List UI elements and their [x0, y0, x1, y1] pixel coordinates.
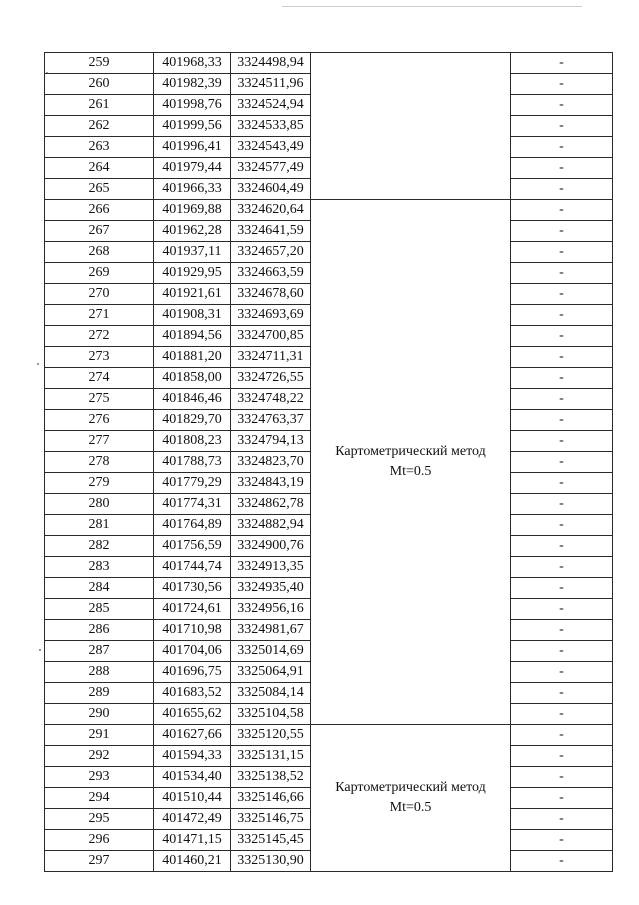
coordinate-x: 401779,29 — [154, 473, 231, 494]
coordinate-y: 3325104,58 — [231, 704, 311, 725]
coordinate-y: 3325120,55 — [231, 725, 311, 746]
accuracy-value: - — [511, 431, 613, 452]
coordinate-y: 3325064,91 — [231, 662, 311, 683]
method-name: Картометрический метод — [335, 780, 486, 795]
coordinate-x: 401724,61 — [154, 599, 231, 620]
accuracy-value: - — [511, 578, 613, 599]
point-number: 276 — [45, 410, 154, 431]
coordinate-x: 401774,31 — [154, 494, 231, 515]
point-number: 265 — [45, 179, 154, 200]
coordinate-x: 401979,44 — [154, 158, 231, 179]
point-number: 285 — [45, 599, 154, 620]
coordinate-y: 3324543,49 — [231, 137, 311, 158]
point-number: 291 — [45, 725, 154, 746]
accuracy-value: - — [511, 200, 613, 221]
coordinate-x: 401730,56 — [154, 578, 231, 599]
accuracy-value: - — [511, 389, 613, 410]
coordinate-x: 401894,56 — [154, 326, 231, 347]
point-number: 272 — [45, 326, 154, 347]
accuracy-value: - — [511, 830, 613, 851]
accuracy-value: - — [511, 347, 613, 368]
accuracy-value: - — [511, 557, 613, 578]
coordinate-y: 3324882,94 — [231, 515, 311, 536]
accuracy-value: - — [511, 599, 613, 620]
coordinate-x: 401756,59 — [154, 536, 231, 557]
coordinate-y: 3324726,55 — [231, 368, 311, 389]
coordinate-x: 401627,66 — [154, 725, 231, 746]
accuracy-value: - — [511, 305, 613, 326]
coordinate-x: 401996,41 — [154, 137, 231, 158]
point-number: 268 — [45, 242, 154, 263]
accuracy-value: - — [511, 809, 613, 830]
coordinate-y: 3324620,64 — [231, 200, 311, 221]
coordinate-x: 401510,44 — [154, 788, 231, 809]
coordinate-x: 401683,52 — [154, 683, 231, 704]
coordinate-x: 401594,33 — [154, 746, 231, 767]
coordinates-table-body — [45, 53, 613, 872]
accuracy-value: - — [511, 158, 613, 179]
coordinate-y: 3324663,59 — [231, 263, 311, 284]
scan-dot — [37, 363, 39, 365]
coordinate-x: 401808,23 — [154, 431, 231, 452]
coordinate-y: 3324604,49 — [231, 179, 311, 200]
coordinate-y: 3324657,20 — [231, 242, 311, 263]
coordinate-y: 3324533,85 — [231, 116, 311, 137]
point-number: 296 — [45, 830, 154, 851]
coordinate-x: 401744,74 — [154, 557, 231, 578]
accuracy-value: - — [511, 851, 613, 872]
accuracy-value: - — [511, 242, 613, 263]
coordinates-table — [44, 52, 613, 872]
coordinate-y: 3324981,67 — [231, 620, 311, 641]
coordinate-x: 401710,98 — [154, 620, 231, 641]
point-number: 260 — [45, 74, 154, 95]
accuracy-value: - — [511, 788, 613, 809]
accuracy-value: - — [511, 368, 613, 389]
coordinate-y: 3324794,13 — [231, 431, 311, 452]
accuracy-value: - — [511, 74, 613, 95]
accuracy-value: - — [511, 620, 613, 641]
coordinate-y: 3324524,94 — [231, 95, 311, 116]
point-number: 277 — [45, 431, 154, 452]
coordinate-x: 401788,73 — [154, 452, 231, 473]
point-number: 280 — [45, 494, 154, 515]
point-number: 279 — [45, 473, 154, 494]
table-row — [45, 53, 613, 74]
point-number: 288 — [45, 662, 154, 683]
accuracy-value: - — [511, 221, 613, 242]
coordinate-y: 3324763,37 — [231, 410, 311, 431]
coordinate-x: 401999,56 — [154, 116, 231, 137]
coordinate-y: 3325138,52 — [231, 767, 311, 788]
table-row — [45, 200, 613, 221]
coordinate-x: 401998,76 — [154, 95, 231, 116]
point-number: 275 — [45, 389, 154, 410]
scan-dot — [39, 649, 41, 651]
coordinate-x: 401696,75 — [154, 662, 231, 683]
accuracy-value: - — [511, 116, 613, 137]
coordinate-y: 3324711,31 — [231, 347, 311, 368]
method-accuracy-formula: Mt=0.5 — [389, 800, 432, 815]
coordinate-x: 401937,11 — [154, 242, 231, 263]
coordinate-x: 401858,00 — [154, 368, 231, 389]
accuracy-value: - — [511, 137, 613, 158]
accuracy-value: - — [511, 746, 613, 767]
point-number: 284 — [45, 578, 154, 599]
method-accuracy-formula: Mt=0.5 — [389, 464, 432, 479]
accuracy-value: - — [511, 683, 613, 704]
point-number: 282 — [45, 536, 154, 557]
coordinate-y: 3325014,69 — [231, 641, 311, 662]
coordinate-y: 3324498,94 — [231, 53, 311, 74]
point-number: 293 — [45, 767, 154, 788]
point-number: 273 — [45, 347, 154, 368]
accuracy-value: - — [511, 95, 613, 116]
scan-edge-line — [282, 6, 582, 7]
coordinate-y: 3324843,19 — [231, 473, 311, 494]
point-number: 263 — [45, 137, 154, 158]
accuracy-value: - — [511, 494, 613, 515]
coordinate-y: 3324693,69 — [231, 305, 311, 326]
coordinate-x: 401908,31 — [154, 305, 231, 326]
coordinate-x: 401460,21 — [154, 851, 231, 872]
method-cell — [311, 53, 511, 200]
point-number: 297 — [45, 851, 154, 872]
method-cell — [311, 200, 511, 725]
table-row — [45, 725, 613, 746]
coordinate-y: 3324678,60 — [231, 284, 311, 305]
coordinate-y: 3325146,66 — [231, 788, 311, 809]
point-number: 270 — [45, 284, 154, 305]
coordinate-x: 401929,95 — [154, 263, 231, 284]
point-number: 262 — [45, 116, 154, 137]
accuracy-value: - — [511, 473, 613, 494]
point-number: 266 — [45, 200, 154, 221]
coordinate-x: 401881,20 — [154, 347, 231, 368]
accuracy-value: - — [511, 704, 613, 725]
accuracy-value: - — [511, 326, 613, 347]
point-number: 292 — [45, 746, 154, 767]
coordinate-x: 401968,33 — [154, 53, 231, 74]
coordinate-y: 3325146,75 — [231, 809, 311, 830]
point-number: 264 — [45, 158, 154, 179]
coordinate-x: 401472,49 — [154, 809, 231, 830]
point-number: 274 — [45, 368, 154, 389]
coordinate-x: 401969,88 — [154, 200, 231, 221]
accuracy-value: - — [511, 410, 613, 431]
accuracy-value: - — [511, 767, 613, 788]
coordinate-x: 401534,40 — [154, 767, 231, 788]
point-number: 286 — [45, 620, 154, 641]
coordinate-y: 3324577,49 — [231, 158, 311, 179]
coordinate-x: 401921,61 — [154, 284, 231, 305]
coordinate-x: 401829,70 — [154, 410, 231, 431]
coordinate-x: 401471,15 — [154, 830, 231, 851]
coordinate-y: 3324900,76 — [231, 536, 311, 557]
coordinate-y: 3324935,40 — [231, 578, 311, 599]
point-number: 259 — [45, 53, 154, 74]
coordinate-x: 401846,46 — [154, 389, 231, 410]
point-number: 261 — [45, 95, 154, 116]
coordinate-x: 401966,33 — [154, 179, 231, 200]
method-cell — [311, 725, 511, 872]
coordinate-x: 401962,28 — [154, 221, 231, 242]
accuracy-value: - — [511, 452, 613, 473]
coordinate-y: 3324511,96 — [231, 74, 311, 95]
coordinate-y: 3324823,70 — [231, 452, 311, 473]
method-name: Картометрический метод — [335, 444, 486, 459]
point-number: 281 — [45, 515, 154, 536]
accuracy-value: - — [511, 284, 613, 305]
point-number: 294 — [45, 788, 154, 809]
accuracy-value: - — [511, 263, 613, 284]
coordinate-y: 3324641,59 — [231, 221, 311, 242]
point-number: 289 — [45, 683, 154, 704]
coordinate-x: 401764,89 — [154, 515, 231, 536]
coordinate-y: 3324700,85 — [231, 326, 311, 347]
coordinate-y: 3324956,16 — [231, 599, 311, 620]
coordinate-y: 3324748,22 — [231, 389, 311, 410]
point-number: 267 — [45, 221, 154, 242]
point-number: 295 — [45, 809, 154, 830]
coordinate-y: 3324862,78 — [231, 494, 311, 515]
accuracy-value: - — [511, 725, 613, 746]
coordinate-y: 3325131,15 — [231, 746, 311, 767]
point-number: 278 — [45, 452, 154, 473]
point-number: 271 — [45, 305, 154, 326]
coordinate-x: 401704,06 — [154, 641, 231, 662]
accuracy-value: - — [511, 515, 613, 536]
coordinate-y: 3325084,14 — [231, 683, 311, 704]
point-number: 290 — [45, 704, 154, 725]
accuracy-value: - — [511, 179, 613, 200]
coordinate-x: 401982,39 — [154, 74, 231, 95]
coordinate-y: 3324913,35 — [231, 557, 311, 578]
accuracy-value: - — [511, 662, 613, 683]
accuracy-value: - — [511, 536, 613, 557]
point-number: 269 — [45, 263, 154, 284]
coordinate-y: 3325130,90 — [231, 851, 311, 872]
accuracy-value: - — [511, 641, 613, 662]
point-number: 283 — [45, 557, 154, 578]
coordinate-x: 401655,62 — [154, 704, 231, 725]
point-number: 287 — [45, 641, 154, 662]
accuracy-value: - — [511, 53, 613, 74]
coordinate-y: 3325145,45 — [231, 830, 311, 851]
